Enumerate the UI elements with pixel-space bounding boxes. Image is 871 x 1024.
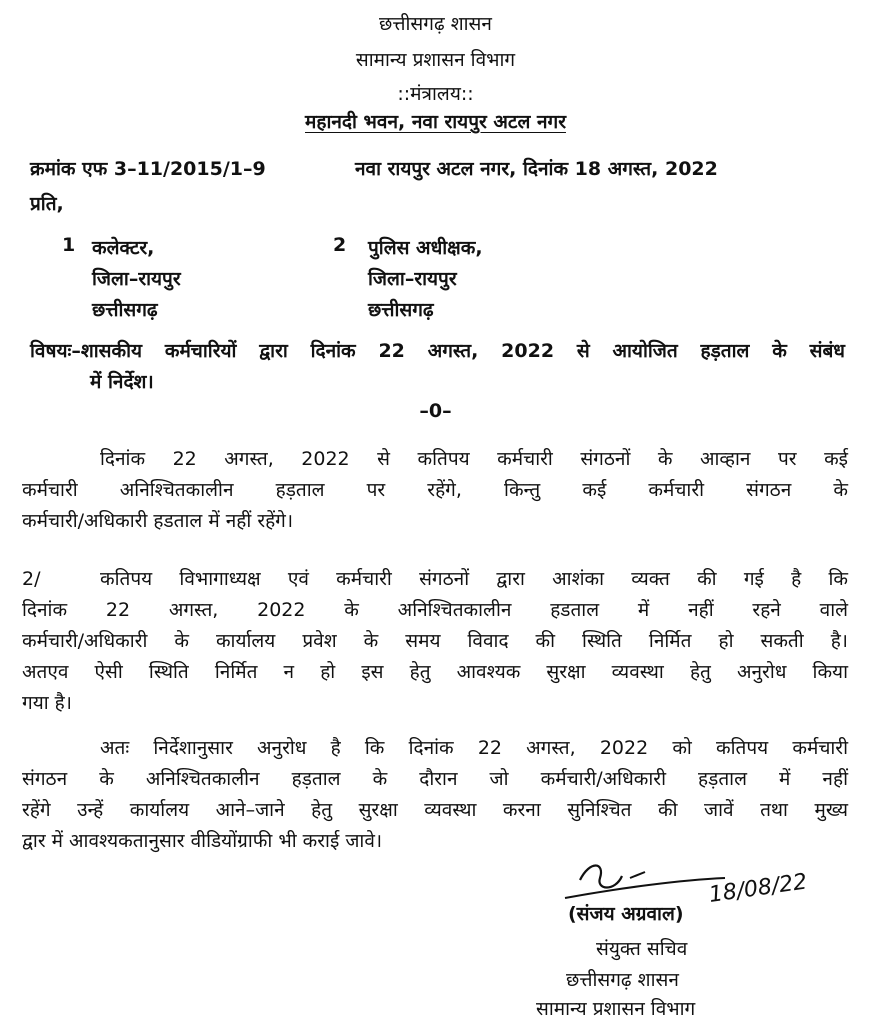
recipient-district: जिला–रायपुर: [92, 268, 181, 290]
paragraph-line: कतिपय विभागाध्यक्ष एवं कर्मचारी संगठनों द्वारा आशंका व्यक्त की गई है कि: [100, 568, 848, 590]
recipient-number: 2: [333, 234, 347, 256]
header-ministry: ::मंत्रालय::: [397, 83, 474, 105]
paragraph-line: कर्मचारी/अधिकारी हडताल में नहीं रहेंगे।: [22, 510, 294, 532]
recipient-state: छत्तीसगढ़: [368, 299, 434, 321]
place-and-date: नवा रायपुर अटल नगर, दिनांक 18 अगस्त, 2022: [355, 158, 718, 180]
paragraph-line: कर्मचारी/अधिकारी के कार्यालय प्रवेश के समय विवाद की स्थिति निर्मित हो सकती है।: [22, 630, 848, 652]
paragraph-line: अतः निर्देशानुसार अनुरोध है कि दिनांक 22 अगस्त, 2022 को कतिपय कर्मचारी: [100, 737, 848, 759]
paragraph-2-number: 2/: [22, 568, 41, 590]
separator: –0–: [419, 400, 452, 422]
paragraph-line: रहेंगे उन्हें कार्यालय आने–जाने हेतु सुरक्षा व्यवस्था करना सुनिश्चित की जावें तथा मुख्य: [22, 799, 848, 821]
signatory-department: सामान्य प्रशासन विभाग: [536, 998, 696, 1020]
paragraph-line: गया है।: [22, 692, 72, 714]
reference-number: क्रमांक एफ 3–11/2015/1–9: [30, 158, 266, 180]
paragraph-line: कर्मचारी अनिश्चितकालीन हड़ताल पर रहेंगे, किन्तु कई कर्मचारी संगठन के: [22, 479, 848, 501]
paragraph-line: दिनांक 22 अगस्त, 2022 के अनिश्चितकालीन हडताल में नहीं रहने वाले: [22, 599, 848, 621]
subject-line: में निर्देश।: [90, 371, 154, 393]
signatory-name: (संजय अग्रवाल): [568, 903, 684, 925]
signatory-designation: संयुक्त सचिव: [596, 938, 688, 960]
recipient-number: 1: [62, 234, 76, 256]
paragraph-line: दिनांक 22 अगस्त, 2022 से कतिपय कर्मचारी संगठनों के आव्हान पर कई: [100, 448, 848, 470]
recipient-state: छत्तीसगढ़: [92, 299, 158, 321]
paragraph-2: [22, 564, 848, 719]
recipient-title: कलेक्टर,: [92, 237, 155, 259]
paragraph-line: संगठन के अनिश्चितकालीन हड़ताल के दौरान जो कर्मचारी/अधिकारी हड़ताल में नहीं: [22, 768, 848, 790]
header-department: सामान्य प्रशासन विभाग: [355, 49, 516, 71]
header-government: छत्तीसगढ़ शासन: [379, 13, 492, 35]
handwritten-date: 18/08/22: [707, 869, 809, 908]
paragraph-line: अतएव ऐसी स्थिति निर्मित न हो इस हेतु आवश्यक सुरक्षा व्यवस्था हेतु अनुरोध किया: [22, 661, 848, 683]
header-address: महानदी भवन, नवा रायपुर अटल नगर: [305, 111, 566, 133]
paragraph-1: [22, 444, 848, 537]
to-label: प्रति,: [30, 193, 64, 215]
signatory-org: छत्तीसगढ़ शासन: [566, 969, 679, 991]
paragraph-line: द्वार में आवश्यकतानुसार वीडियोंग्राफी भी कराई जावे।: [22, 830, 383, 852]
recipient-district: जिला–रायपुर: [368, 268, 457, 290]
subject: [30, 336, 845, 398]
subject-line: विषयः–शासकीय कर्मचारियों द्वारा दिनांक 22 अगस्त, 2022 से आयोजित हड़ताल के संबंध: [30, 340, 845, 362]
recipient-title: पुलिस अधीक्षक,: [368, 237, 483, 259]
paragraph-3: [22, 733, 848, 857]
